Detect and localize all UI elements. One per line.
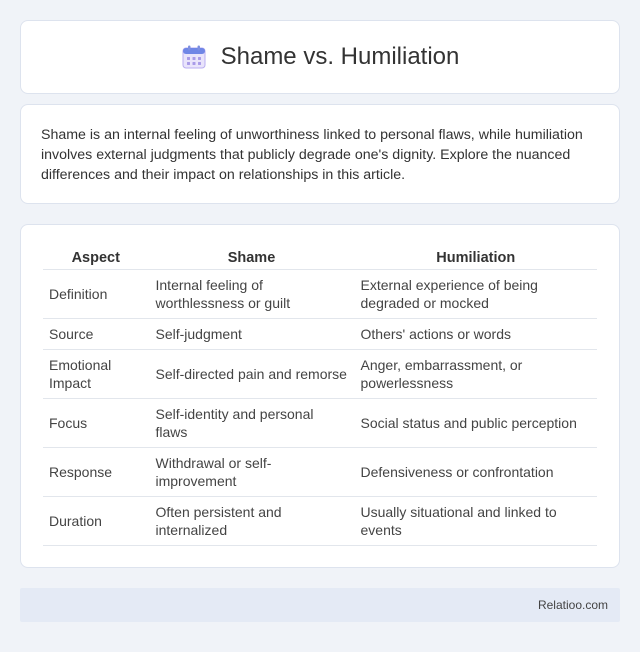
table-row (43, 349, 597, 398)
cell-shame: Internal feeling of worthlessness or guilt (149, 269, 354, 318)
table-header-row (43, 245, 597, 269)
calendar-icon (181, 44, 207, 70)
cell-shame: Withdrawal or self-improvement (149, 447, 354, 496)
cell-humiliation: External experience of being degraded or mocked (354, 269, 597, 318)
table-row (43, 398, 597, 447)
cell-aspect: Emotional Impact (43, 349, 149, 398)
cell-humiliation: Others' actions or words (354, 318, 597, 349)
table-row (43, 496, 597, 545)
cell-aspect: Duration (43, 496, 149, 545)
intro-text: Shame is an internal feeling of unworthiness linked to personal flaws, while humiliation involves external judgments that publicly degrade one's dignity. Explore the nuanced differences and their impact on relationships in this article. (41, 127, 583, 183)
cell-humiliation: Social status and public perception (354, 398, 597, 447)
column-header-aspect: Aspect (43, 245, 149, 269)
page-title: Shame vs. Humiliation (220, 43, 460, 70)
cell-aspect: Definition (43, 269, 149, 318)
title-wrap (181, 43, 460, 71)
comparison-table-card (20, 224, 620, 568)
cell-shame: Self-judgment (149, 318, 354, 349)
cell-aspect: Response (43, 447, 149, 496)
cell-aspect: Source (43, 318, 149, 349)
cell-shame: Self-identity and personal flaws (149, 398, 354, 447)
column-header-humiliation: Humiliation (354, 245, 597, 269)
footer (20, 588, 620, 622)
cell-humiliation: Usually situational and linked to events (354, 496, 597, 545)
comparison-table (43, 245, 597, 546)
header-card (20, 20, 620, 94)
table-row (43, 447, 597, 496)
footer-site-name: Relatioo.com (537, 598, 608, 612)
cell-aspect: Focus (43, 398, 149, 447)
cell-humiliation: Defensiveness or confrontation (354, 447, 597, 496)
column-header-shame: Shame (149, 245, 354, 269)
table-row (43, 269, 597, 318)
cell-shame: Often persistent and internalized (149, 496, 354, 545)
cell-shame: Self-directed pain and remorse (149, 349, 354, 398)
intro-card (20, 104, 620, 204)
table-row (43, 318, 597, 349)
cell-humiliation: Anger, embarrassment, or powerlessness (354, 349, 597, 398)
